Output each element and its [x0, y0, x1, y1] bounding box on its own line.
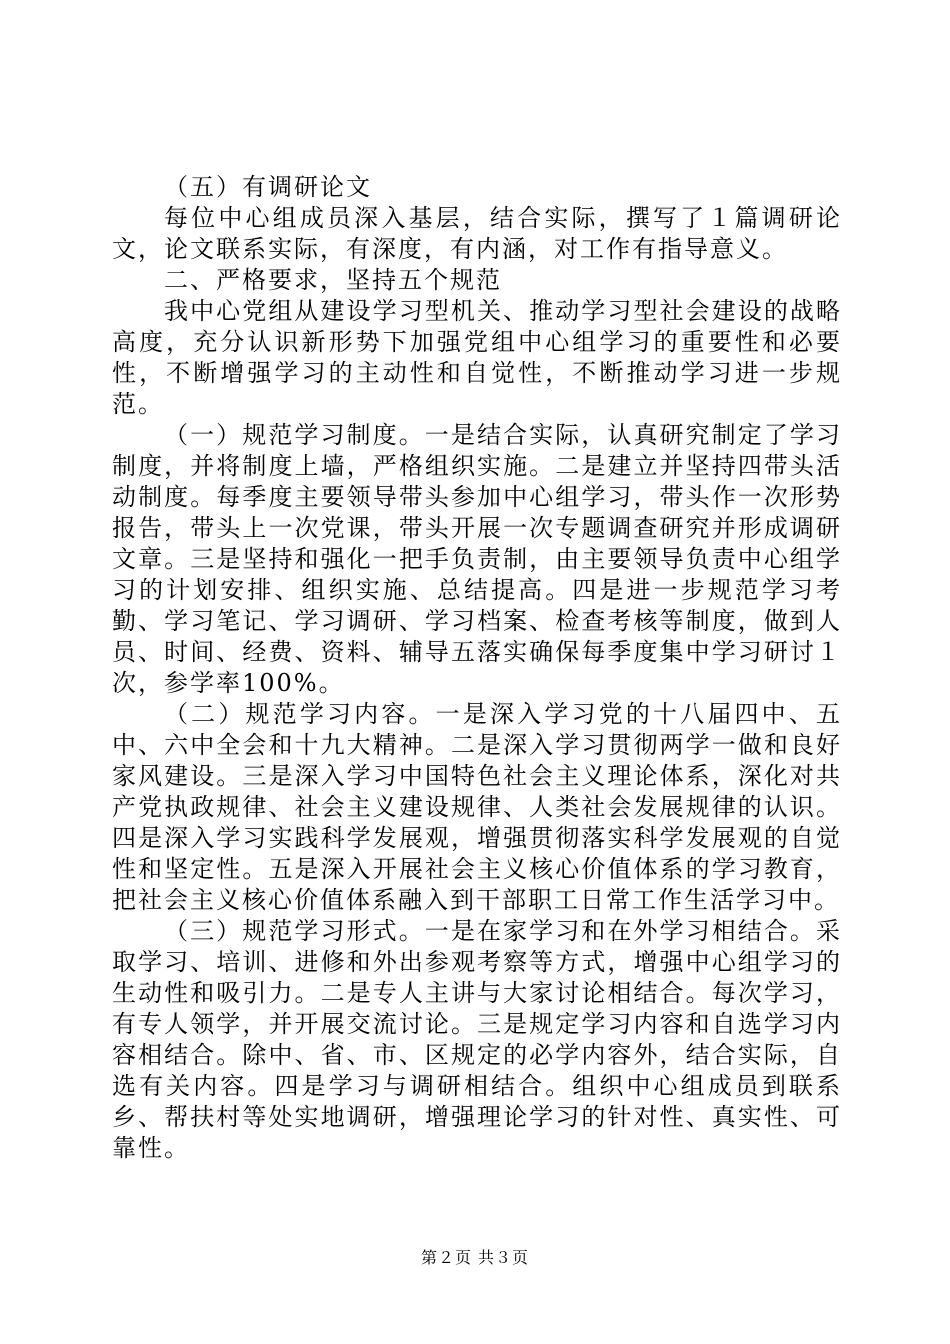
- paragraph-standardize-form: （三）规范学习形式。一是在家学习和在外学习相结合。采取学习、培训、进修和外出参观考察等方式，增强中心组学习的生动性和吸引力。二是专人主讲与大家讨论相结合。每次学习，有专人领学，并开展交流讨论。三是规定学习内容和自选学习内容相结合。除中、省、市、区规定的必学内容外，结合实际，自选有关内容。四是学习与调研相结合。组织中心组成员到联系乡、帮扶村等处实地调研，增强理论学习的针对性、真实性、可靠性。: [112, 917, 842, 1162]
- paragraph-research-papers: 每位中心组成员深入基层，结合实际，撰写了１篇调研论文，论文联系实际，有深度，有内涵，对工作有指导意义。: [112, 204, 842, 263]
- paragraph-standardize-content: （二）规范学习内容。一是深入学习党的十八届四中、五中、六中全会和十九大精神。二是深入学习贯彻两学一做和良好家风建设。三是深入学习中国特色社会主义理论体系，深化对共产党执政规律、社会主义建设规律、人类社会发展规律的认识。四是深入学习实践科学发展观，增强贯彻落实科学发展观的自觉性和坚定性。五是深入开展社会主义核心价值体系的学习教育，把社会主义核心价值体系融入到干部职工日常工作生活学习中。: [112, 700, 842, 914]
- heading-strict-requirements: 二、严格要求，坚持五个规范: [164, 266, 502, 294]
- page-footer: 第２页 共３页: [420, 1248, 530, 1267]
- heading-section-five: （五）有调研论文: [164, 173, 372, 201]
- paragraph-standardize-system: （一）规范学习制度。一是结合实际，认真研究制定了学习制度，并将制度上墙，严格组织实施。二是建立并坚持四带头活动制度。每季度主要领导带头参加中心组学习，带头作一次形势报告，带头上一次党课，带头开展一次专题调查研究并形成调研文章。三是坚持和强化一把手负责制，由主要领导负责中心组学习的计划安排、组织实施、总结提高。四是进一步规范学习考勤、学习笔记、学习调研、学习档案、检查考核等制度，做到人员、时间、经费、资料、辅导五落实确保每季度集中学习研讨１次，参学率100%。: [112, 421, 842, 697]
- document-body: [112, 172, 842, 1164]
- paragraph-party-group-intro: 我中心党组从建设学习型机关、推动学习型社会建设的战略高度，充分认识新形势下加强党组中心组学习的重要性和必要性，不断增强学习的主动性和自觉性，不断推动学习进一步规范。: [112, 297, 842, 418]
